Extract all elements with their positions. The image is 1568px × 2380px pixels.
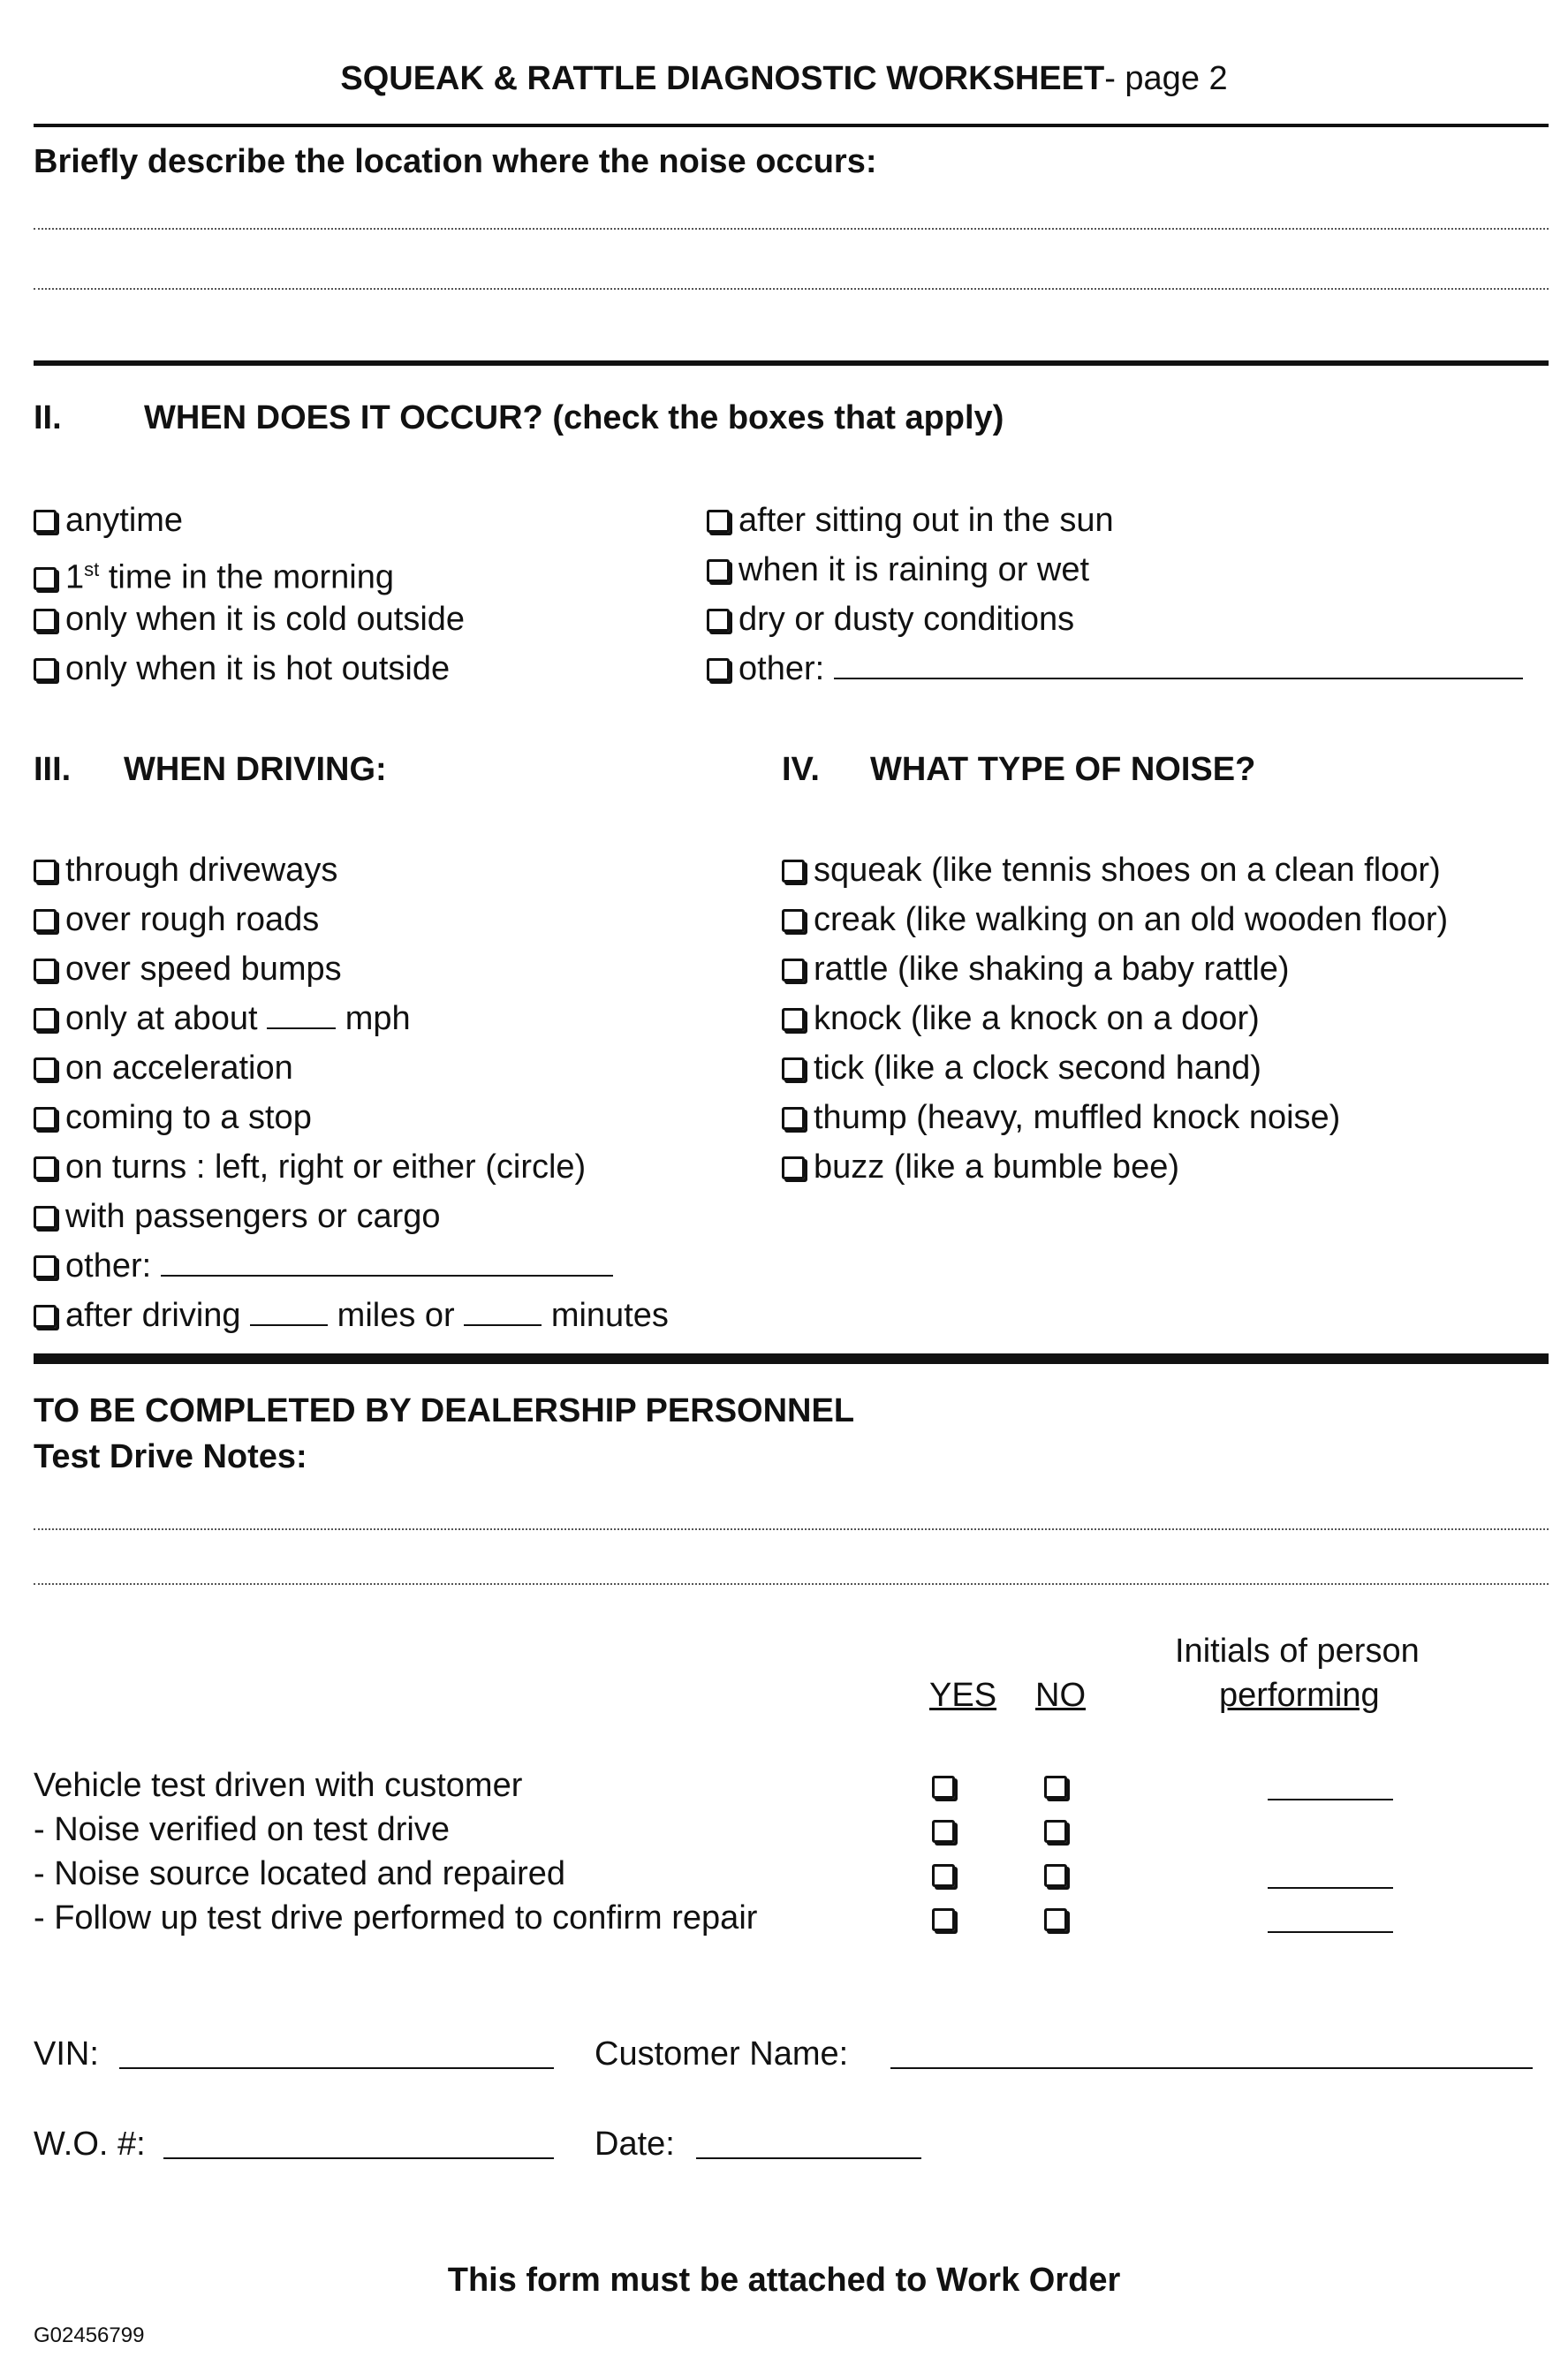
checkbox[interactable]	[34, 959, 57, 982]
checkbox[interactable]	[707, 609, 730, 632]
checkbox[interactable]	[782, 1107, 805, 1130]
checkbox[interactable]	[707, 658, 730, 681]
form-code: G02456799	[34, 2323, 145, 2347]
checkbox[interactable]	[1044, 1908, 1067, 1931]
checkbox[interactable]	[34, 1206, 57, 1229]
section-rule-2	[34, 1353, 1549, 1364]
row2-no-checkbox[interactable]	[1044, 1820, 1067, 1846]
driving-passengers[interactable]: with passengers or cargo	[34, 1196, 441, 1237]
occur-other[interactable]: other:	[707, 648, 1523, 689]
verify-row-1-label: Vehicle test driven with customer	[34, 1767, 523, 1804]
section3-numeral: III.	[34, 751, 72, 788]
section-rule-1	[34, 360, 1549, 366]
checkbox[interactable]	[1044, 1820, 1067, 1843]
checkbox[interactable]	[34, 860, 57, 883]
row2-yes-checkbox[interactable]	[932, 1820, 955, 1846]
title-suffix: - page 2	[1104, 60, 1228, 97]
minutes-field[interactable]	[464, 1298, 542, 1326]
checkbox[interactable]	[707, 510, 730, 533]
occur-first-time-morning[interactable]: 1st time in the morning	[34, 550, 394, 598]
checkbox[interactable]	[932, 1864, 955, 1887]
checkbox[interactable]	[34, 909, 57, 932]
dealer-heading: TO BE COMPLETED BY DEALERSHIP PERSONNEL	[34, 1392, 855, 1429]
occur-hot-outside[interactable]: only when it is hot outside	[34, 648, 450, 689]
customer-name-field[interactable]	[890, 2067, 1533, 2069]
row1-no-checkbox[interactable]	[1044, 1776, 1067, 1801]
driving-other[interactable]: other:	[34, 1246, 613, 1286]
checkbox[interactable]	[34, 609, 57, 632]
test-drive-notes-label: Test Drive Notes:	[34, 1438, 307, 1475]
section3-heading: WHEN DRIVING:	[124, 751, 387, 788]
occur-other-field[interactable]	[834, 651, 1523, 679]
driving-speed[interactable]: only at about mph	[34, 998, 411, 1039]
checkbox[interactable]	[34, 567, 57, 590]
checkbox[interactable]	[932, 1776, 955, 1799]
section2-heading: WHEN DOES IT OCCUR? (check the boxes that apply)	[144, 399, 1004, 436]
verify-row-4-label: - Follow up test drive performed to confirm repair	[34, 1899, 758, 1937]
row3-no-checkbox[interactable]	[1044, 1864, 1067, 1890]
location-prompt: Briefly describe the location where the noise occurs:	[34, 143, 877, 180]
occur-cold-outside[interactable]: only when it is cold outside	[34, 599, 465, 640]
section4-heading: WHAT TYPE OF NOISE?	[870, 751, 1256, 788]
noise-thump[interactable]: thump (heavy, muffled knock noise)	[782, 1097, 1340, 1138]
row1-initials-field[interactable]	[1268, 1799, 1393, 1800]
row3-yes-checkbox[interactable]	[932, 1864, 955, 1890]
verify-row-2-label: - Noise verified on test drive	[34, 1811, 450, 1848]
checkbox[interactable]	[34, 1008, 57, 1031]
no-header: NO	[1035, 1677, 1086, 1714]
checkbox[interactable]	[1044, 1776, 1067, 1799]
vin-field[interactable]	[119, 2067, 554, 2069]
checkbox[interactable]	[782, 959, 805, 982]
initials-header-line2: performing	[1219, 1677, 1380, 1714]
yes-header: YES	[929, 1677, 997, 1714]
checkbox[interactable]	[782, 1008, 805, 1031]
occur-dry-dusty[interactable]: dry or dusty conditions	[707, 599, 1074, 640]
noise-tick[interactable]: tick (like a clock second hand)	[782, 1048, 1261, 1088]
initials-header-line1: Initials of person	[1175, 1633, 1420, 1670]
checkbox[interactable]	[932, 1908, 955, 1931]
page-title	[0, 60, 1568, 98]
footer-notice: This form must be attached to Work Order	[447, 2262, 1121, 2299]
noise-squeak[interactable]: squeak (like tennis shoes on a clean floor)	[782, 850, 1441, 891]
section4-numeral: IV.	[782, 751, 820, 788]
checkbox[interactable]	[34, 510, 57, 533]
checkbox[interactable]	[782, 1156, 805, 1179]
checkbox[interactable]	[34, 1305, 57, 1328]
row4-no-checkbox[interactable]	[1044, 1908, 1067, 1934]
speed-field[interactable]	[267, 1001, 336, 1029]
section2-numeral: II.	[34, 399, 62, 436]
title-rule	[34, 124, 1549, 127]
noise-rattle[interactable]: rattle (like shaking a baby rattle)	[782, 949, 1290, 989]
location-line-1[interactable]	[34, 228, 1549, 230]
checkbox[interactable]	[782, 1057, 805, 1080]
driving-turns[interactable]: on turns : left, right or either (circle)	[34, 1147, 586, 1187]
checkbox[interactable]	[707, 559, 730, 582]
noise-creak[interactable]: creak (like walking on an old wooden floor)	[782, 899, 1448, 940]
title-bold: SQUEAK & RATTLE DIAGNOSTIC WORKSHEET	[340, 60, 1105, 97]
checkbox[interactable]	[34, 1057, 57, 1080]
checkbox[interactable]	[1044, 1864, 1067, 1887]
driving-acceleration[interactable]: on acceleration	[34, 1048, 293, 1088]
notes-line-2[interactable]	[34, 1583, 1549, 1585]
driving-driveways[interactable]: through driveways	[34, 850, 337, 891]
checkbox[interactable]	[782, 860, 805, 883]
checkbox[interactable]	[34, 1107, 57, 1130]
row4-yes-checkbox[interactable]	[932, 1908, 955, 1934]
wo-field[interactable]	[163, 2157, 554, 2159]
checkbox[interactable]	[34, 1156, 57, 1179]
occur-raining[interactable]: when it is raining or wet	[707, 550, 1089, 590]
driving-after[interactable]: after driving miles or minutes	[34, 1295, 669, 1336]
driving-other-field[interactable]	[161, 1248, 613, 1277]
vin-label: VIN:	[34, 2035, 99, 2073]
checkbox[interactable]	[782, 909, 805, 932]
miles-field[interactable]	[250, 1298, 328, 1326]
wo-label: W.O. #:	[34, 2126, 146, 2163]
row1-yes-checkbox[interactable]	[932, 1776, 955, 1801]
driving-speed-bumps[interactable]: over speed bumps	[34, 949, 342, 989]
checkbox[interactable]	[34, 1255, 57, 1278]
checkbox[interactable]	[932, 1820, 955, 1843]
verify-row-3-label: - Noise source located and repaired	[34, 1855, 566, 1892]
checkbox[interactable]	[34, 658, 57, 681]
customer-name-label: Customer Name:	[595, 2035, 849, 2073]
date-field[interactable]	[696, 2157, 921, 2159]
occur-anytime[interactable]: anytime	[34, 500, 183, 541]
driving-stop[interactable]: coming to a stop	[34, 1097, 312, 1138]
row3-initials-field[interactable]	[1268, 1887, 1393, 1889]
noise-knock[interactable]: knock (like a knock on a door)	[782, 998, 1260, 1039]
date-label: Date:	[595, 2126, 675, 2163]
occur-sun[interactable]: after sitting out in the sun	[707, 500, 1114, 541]
row4-initials-field[interactable]	[1268, 1931, 1393, 1933]
noise-buzz[interactable]: buzz (like a bumble bee)	[782, 1147, 1179, 1187]
driving-rough-roads[interactable]: over rough roads	[34, 899, 319, 940]
notes-line-1[interactable]	[34, 1528, 1549, 1530]
location-line-2[interactable]	[34, 288, 1549, 290]
